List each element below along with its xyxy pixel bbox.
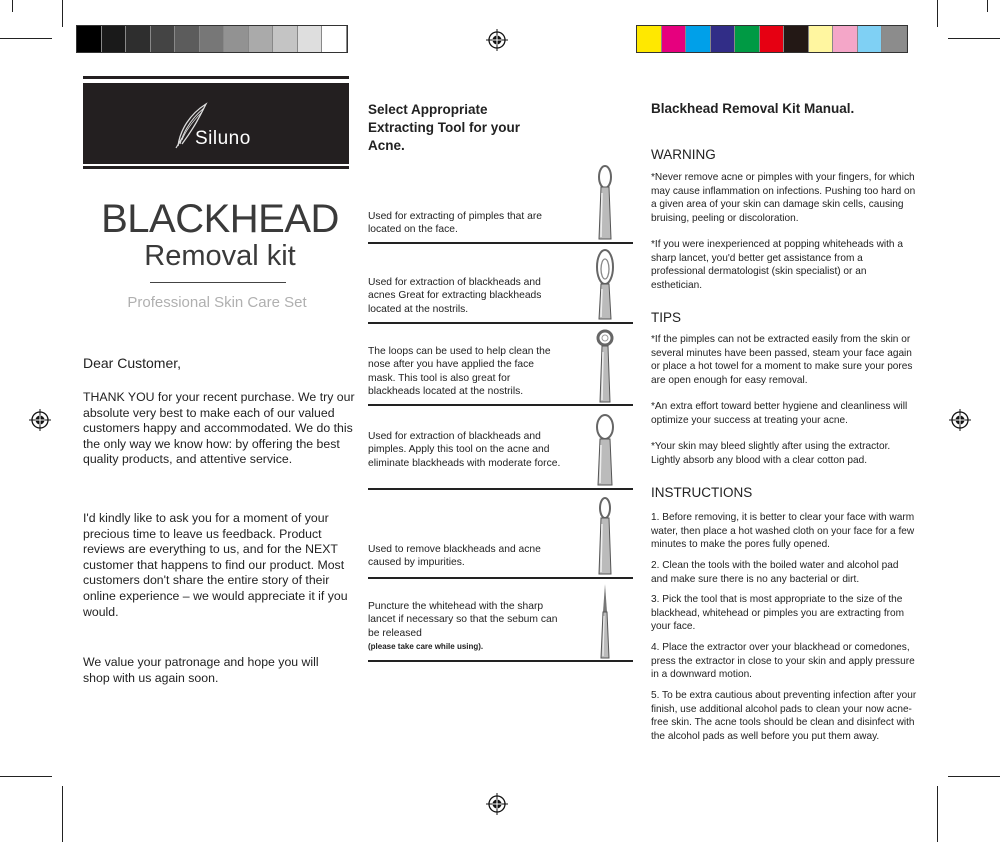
- tool-description: [368, 600, 563, 654]
- tip-item: *If the pimples can not be extracted easily from the skin or several minutes have been passed, steam your face again or place a hot towel for a moment to make sure your pores are open enough for easy removal.: [651, 334, 913, 386]
- tool-description: Used to remove blackheads and acne caused by impurities.: [368, 544, 541, 569]
- grayscale-bar: [76, 25, 348, 53]
- letter-paragraph: I'd kindly like to ask you for a moment of your precious time to leave us feedback. Product reviews are everything to us, and for the NEXT customer that happens to find our product. Most customers don't share the entire story of their online experience – we would appreciate it if you would.: [83, 511, 348, 619]
- warning-item: *Never remove acne or pimples with your fingers, for which may cause inflammation on infections. Pushing too hard on a given area of your skin can damage skin cells, causing bruising, peeling or discoloration.: [651, 172, 916, 224]
- cover-subtitle-script: Removal kit: [144, 240, 296, 272]
- narrow-loop-extractor-icon: [588, 496, 622, 576]
- color-swatch: [760, 26, 785, 52]
- tool-description: The loops can be used to help clean the nose after you have applied the face mask. This tool is also great for blackheads located at the nostrils.: [368, 346, 551, 398]
- tool-divider: [368, 577, 633, 579]
- instruction-step: 4. Place the extractor over your blackhead or comedones, press the extractor in close to your skin and apply pressure in a downward motion.: [651, 642, 915, 680]
- tips-heading: TIPS: [651, 310, 682, 325]
- tool-divider: [368, 404, 633, 406]
- brand-logo-box: [83, 83, 349, 164]
- instructions-heading: INSTRUCTIONS: [651, 485, 753, 500]
- small-loop-extractor-icon: [588, 163, 622, 241]
- tool-divider: [368, 242, 633, 244]
- registration-mark-icon: [486, 29, 508, 51]
- color-swatch: [882, 26, 907, 52]
- tip-item: *Your skin may bleed slightly after using the extractor. Lightly absorb any blood with a clear cotton pad.: [651, 441, 891, 466]
- color-swatch: [175, 26, 200, 52]
- color-swatch: [200, 26, 225, 52]
- color-swatch: [833, 26, 858, 52]
- warning-item: *If you were inexperienced at popping whiteheads with a sharp lancet, you'd better get assistance from a professional dermatologist (skin specialist) or an esthetician.: [651, 239, 903, 291]
- brand-name: Siluno: [195, 128, 251, 149]
- instruction-step: 5. To be extra cautious about preventing infection after your finish, use additional alcohol pads to clean your now acne-free skin. The acne tools should be clean and disinfect with the alcohol pads as well before you put them away.: [651, 690, 917, 742]
- color-swatch: [77, 26, 102, 52]
- tool-description: Used for extraction of blackheads and acnes Great for extracting blackheads located at the nostrils.: [368, 277, 542, 315]
- color-swatch: [224, 26, 249, 52]
- title-divider: [150, 282, 286, 283]
- instruction-step: 1. Before removing, it is better to clear your face with warm water, then place a hot washed cloth on your face for a few minutes to make the pores fully opened.: [651, 512, 915, 550]
- instruction-step: 3. Pick the tool that is most appropriate to the size of the blackhead, whitehead or pimples you are extracting from your face.: [651, 594, 905, 632]
- tools-heading: Select Appropriate Extracting Tool for your Acne.: [368, 102, 521, 153]
- letter-greeting: Dear Customer,: [83, 355, 182, 371]
- angled-loop-extractor-icon: [588, 413, 622, 487]
- color-swatch: [298, 26, 323, 52]
- color-swatch: [273, 26, 298, 52]
- color-swatch: [102, 26, 127, 52]
- brand-top-rule: [83, 76, 349, 79]
- tool-divider: [368, 660, 633, 662]
- lancet-icon: [588, 582, 622, 660]
- color-bar: [636, 25, 908, 53]
- color-swatch: [322, 26, 347, 52]
- color-swatch: [858, 26, 883, 52]
- color-swatch: [151, 26, 176, 52]
- color-swatch: [711, 26, 736, 52]
- ring-extractor-icon: [588, 328, 622, 404]
- color-swatch: [809, 26, 834, 52]
- tool-description-text: Puncture the whitehead with the sharp lancet if necessary so that the sebum can be released: [368, 601, 558, 639]
- large-loop-extractor-icon: [588, 247, 622, 321]
- brand-bottom-rule: [83, 166, 349, 169]
- color-swatch: [662, 26, 687, 52]
- letter-paragraph: We value your patronage and hope you will shop with us again soon.: [83, 655, 319, 685]
- letter-paragraph: THANK YOU for your recent purchase. We try our absolute very best to make each of our valued customers happy and accommodated. We do this the only way we know how: by offering the best quality products, and attentive service.: [83, 390, 355, 467]
- instruction-step: 2. Clean the tools with the boiled water and alcohol pad and make sure there is no any bacterial or dirt.: [651, 560, 899, 585]
- manual-title: Blackhead Removal Kit Manual.: [651, 101, 855, 116]
- registration-mark-icon: [29, 409, 51, 431]
- tool-divider: [368, 322, 633, 324]
- color-swatch: [126, 26, 151, 52]
- color-swatch: [637, 26, 662, 52]
- tool-description: Used for extracting of pimples that are located on the face.: [368, 211, 542, 236]
- tip-item: *An extra effort toward better hygiene and cleanliness will optimize your success at treating your acne.: [651, 401, 908, 426]
- cover-title: BLACKHEAD: [101, 197, 339, 241]
- color-swatch: [249, 26, 274, 52]
- tool-caution-note: (please take care while using).: [368, 642, 484, 652]
- cover-tagline: Professional Skin Care Set: [127, 294, 307, 311]
- warning-heading: WARNING: [651, 147, 716, 162]
- color-swatch: [735, 26, 760, 52]
- registration-mark-icon: [949, 409, 971, 431]
- tool-divider: [368, 488, 633, 490]
- color-swatch: [784, 26, 809, 52]
- color-swatch: [686, 26, 711, 52]
- registration-mark-icon: [486, 793, 508, 815]
- tool-description: Used for extraction of blackheads and pimples. Apply this tool on the acne and eliminate blackheads with moderate force.: [368, 431, 561, 469]
